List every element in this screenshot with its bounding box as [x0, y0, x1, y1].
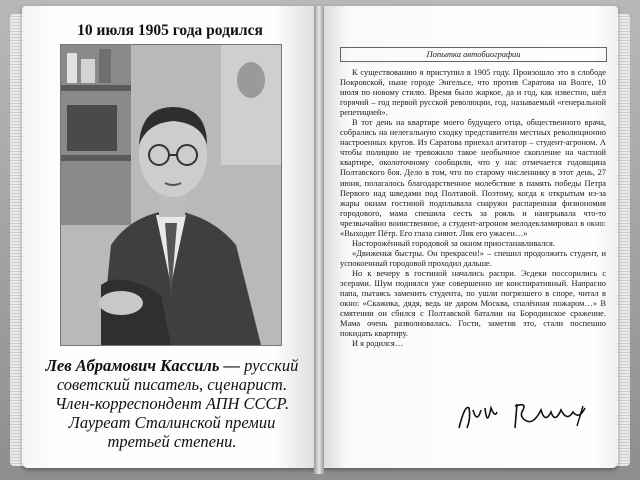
autobiography-text [340, 68, 606, 349]
page-title: 10 июля 1905 года родился [77, 22, 263, 39]
book-spine [314, 6, 324, 474]
author-description: русский советский писатель, сценарист. Член-корреспондент АПН СССР. Лауреат Сталинской премии третьей степени. [54, 356, 299, 451]
portrait-photo [60, 44, 282, 346]
paragraph: Насторожённый городовой за окном приостанавливался. [352, 238, 555, 248]
page-stack-right [616, 14, 630, 466]
paragraph: И я родился… [352, 339, 404, 349]
handwritten-signature [455, 398, 595, 434]
paragraph: Но к вечеру в гостиной начались распри. Эсдеки поссорились с эсерами. Шум поднялся уже совершенно не конспиративный. Напрасно папа, пытаясь заменить студента, по ушли погрязшего в споре, читал в окно: «Скажика, дядя, ведь не даром Москва, спалённая пожаром…» В смятении он сбился с Полтавской баталии на Бородинское сражение. Мама очень разволновалась. Гости, заметив это, стали поспешно покидать квартиру. [340, 268, 606, 339]
photo-caption [36, 356, 308, 451]
paragraph: К существованию я приступил в 1905 году. Произошло это в слободе Покровской, ныне городе Энгельсе, что против Саратова на Волге, 10 июля по новому стилю. Время было жаркое, да и год, как известно, шёл горячий – год первой русской революции, год, называемый «генеральной репетицией». [340, 68, 606, 118]
paragraph: В тот день на квартире моего будущего отца, общественного врача, собрались на нелегальную сходку представители местных революционно настроенных кругов. Из Саратова приехал агитатор – студент-агроном. А чтобы полицию не тревожило такое необычное скопление на частной квартире, околоточному сообщили, что у нас отмечается годовщина Полтавского боя. Дело в том, что по старому численнику в этот день, 27 июня, полагалось благодарственное молебствие в память победы Петра Первого над шведами под Полтавой. Поэтому, когда к открытым из-за жары окнам гостиной подплывала снаружи распаренная физиономия городового, мама спешила сесть за рояль и наигрывала что-то чрезвычайно воинственное, а студент-агроном мелодекламировал в окно: «Выходит Пётр. Его глаза сияют. Лик его ужасен…» [340, 118, 606, 238]
author-name: Лев Абрамович Кассиль — [45, 356, 241, 375]
paragraph: «Движенья быстры. Он прекрасен!» – спешил продолжить студент, и успокоенный городовой проходил дальше. [340, 248, 606, 268]
chapter-heading: Попытка автобиографии [340, 47, 607, 62]
